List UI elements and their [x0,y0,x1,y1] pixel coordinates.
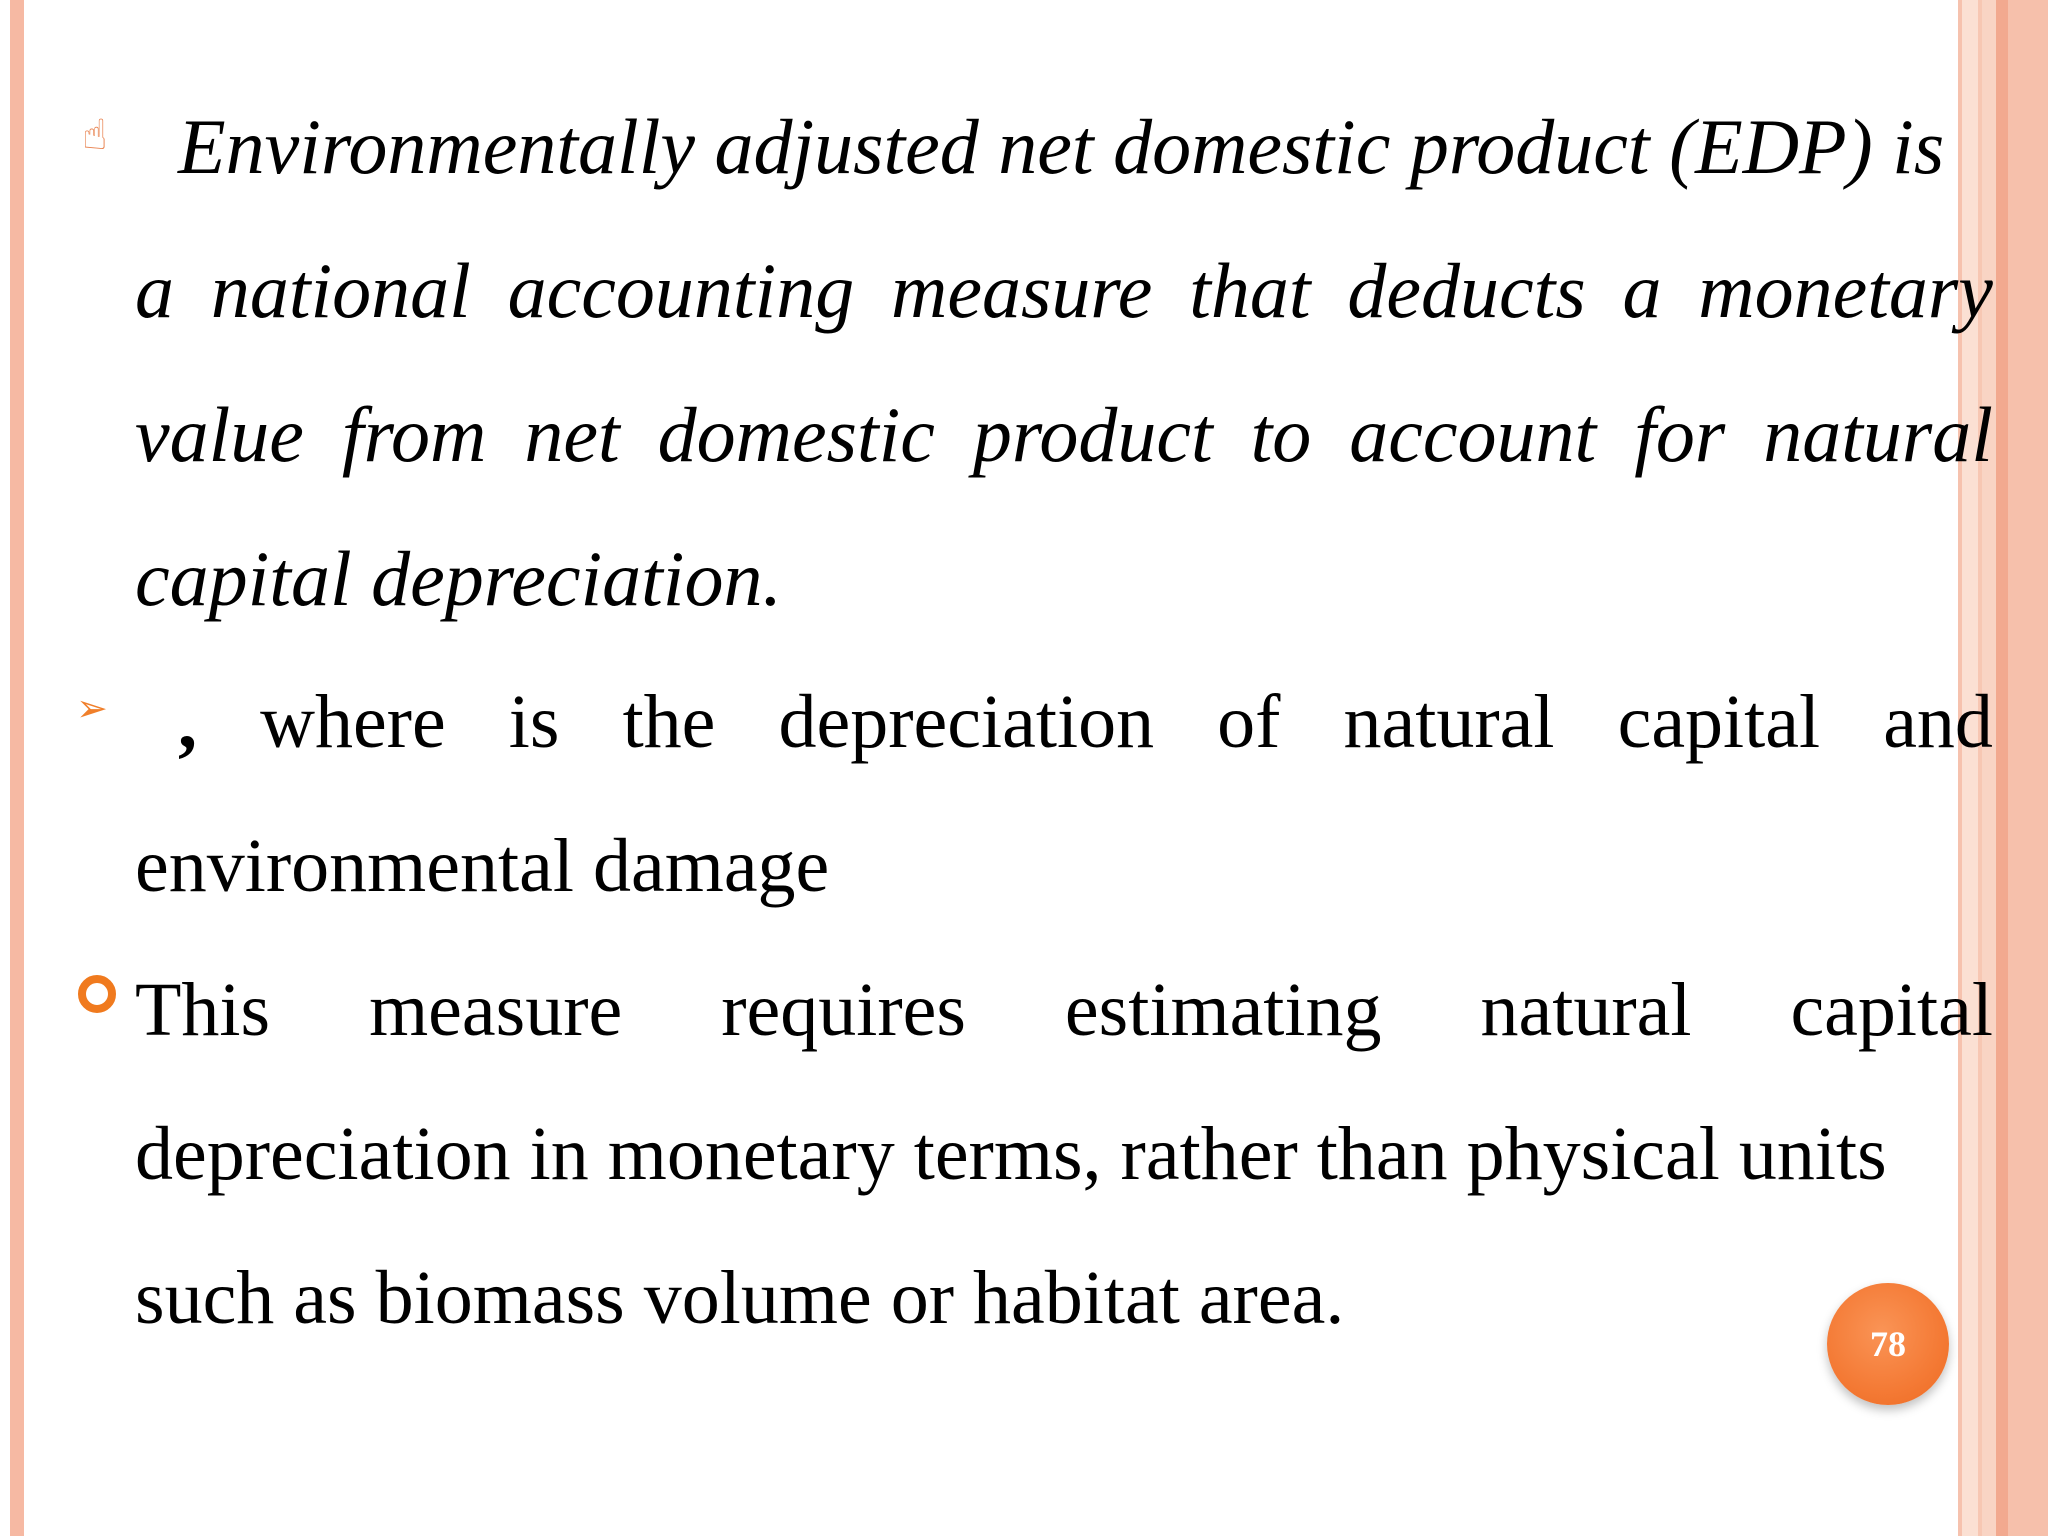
word: natural [1343,680,1555,764]
comma-mark: , [178,680,197,764]
word: where [260,680,446,764]
word: national [210,247,471,334]
word: natural [1480,968,1692,1052]
point-1-line-2 [135,247,1993,334]
pointing-hand-icon: ☝ [82,110,108,159]
word: to [1250,391,1312,478]
ring-bullet-icon [78,975,116,1013]
word: requires [721,968,966,1052]
point-1-line-1 [178,103,1993,190]
word: This [135,968,271,1052]
word: for [1634,391,1726,478]
word: of [1217,680,1281,764]
word: account [1349,391,1597,478]
word: from [341,391,487,478]
word: is [508,680,560,764]
text-run: environmental damage [135,824,830,908]
word: a [135,247,174,334]
text-run: Environmentally adjusted net domestic product (EDP) is [178,103,1945,190]
word: value [135,391,304,478]
word: deducts [1347,247,1586,334]
word: measure [369,968,623,1052]
point-2-line-1 [178,680,1993,764]
text-run: such as biomass volume or habitat area. [135,1256,1345,1340]
text-run: depreciation in monetary terms, rather than physical units [135,1112,1887,1196]
word: measure [891,247,1153,334]
word: that [1189,247,1311,334]
word: depreciation [778,680,1155,764]
point-1-line-4 [135,535,1993,622]
page-number: 78 [1870,1324,1906,1364]
point-2-line-2 [135,824,1993,908]
arrow-bullet-icon: ➢ [76,686,108,730]
point-3-line-1 [135,968,1993,1052]
text-run: capital depreciation. [135,535,782,622]
word: product [972,391,1213,478]
word: capital [1617,680,1821,764]
word: and [1883,680,1993,764]
word: capital [1790,968,1993,1052]
word: a [1622,247,1662,334]
word: domestic [657,391,935,478]
point-3-line-3 [135,1256,1993,1340]
word: monetary [1698,247,1993,334]
word: accounting [507,247,855,334]
word: estimating [1064,968,1382,1052]
page-number-badge [1827,1283,1949,1405]
word: the [622,680,716,764]
point-3-line-2 [135,1112,1993,1196]
word: net [524,391,620,478]
point-1-line-3 [135,391,1993,478]
word: natural [1763,391,1993,478]
